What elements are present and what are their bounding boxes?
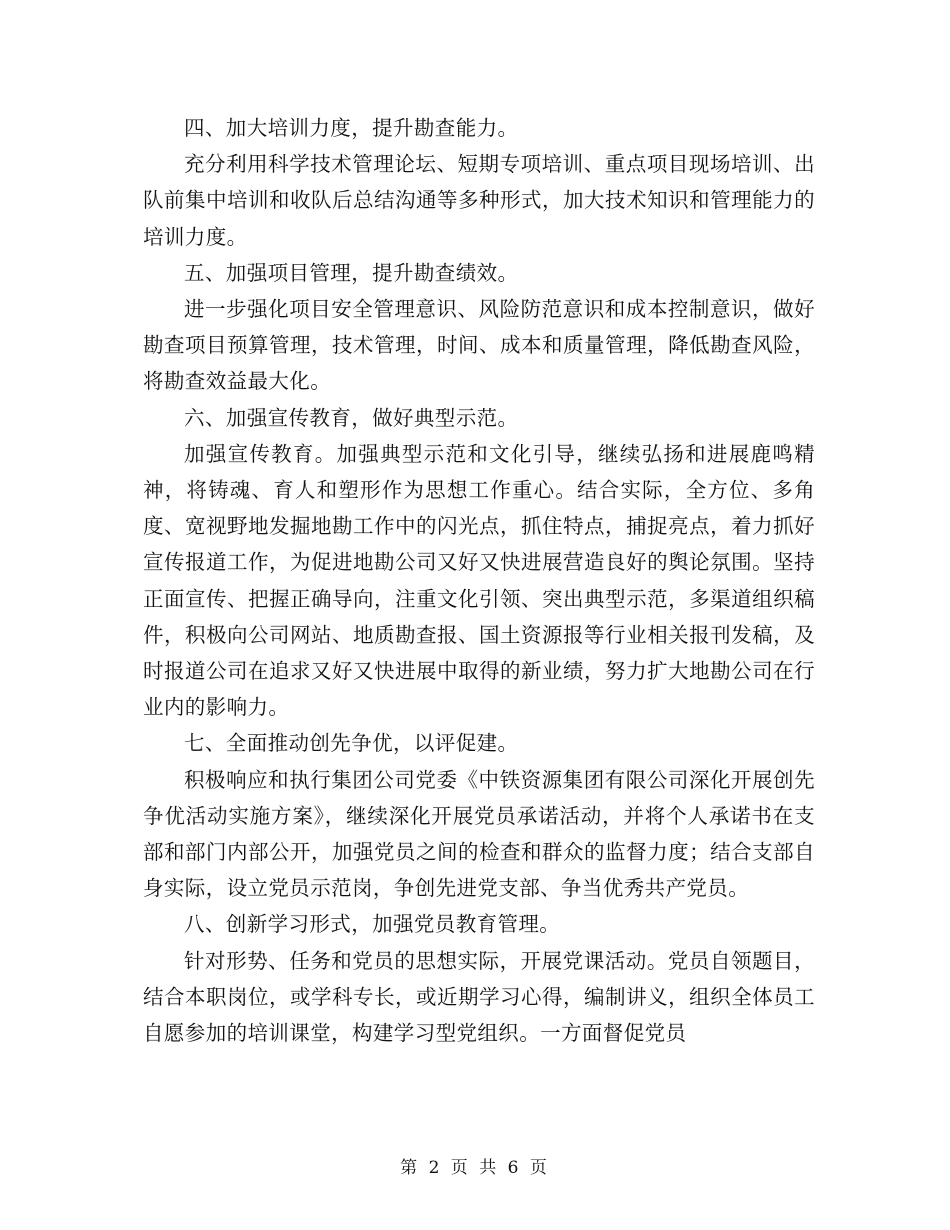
- section-heading-6: 六、加强宣传教育，做好典型示范。: [184, 405, 519, 430]
- page-number-footer: 第 2 页 共 6 页: [400, 1158, 550, 1178]
- paragraph-excellence: 积极响应和执行集团公司党委《中铁资源集团有限公司深化开展创先争优活动实施方案》，继续深化开展党员承诺活动，并将个人承诺书在支部和部门内部公开，加强党员之间的检查和群众的监督力度；结合支部自身实际，设立党员示范岗，争创先进党支部、争当优秀共产党员。: [143, 767, 815, 901]
- paragraph-publicity: 加强宣传教育。加强典型示范和文化引导，继续弘扬和进展鹿鸣精神，将铸魂、育人和塑形作为思想工作重心。结合实际，全方位、多角度、宽视野地发掘地勘工作中的闪光点，抓住特点，捕捉亮点，着力抓好宣传报道工作，为促进地勘公司又好又快进展营造良好的舆论氛围。坚持正面宣传、把握正确导向，注重文化引领、突出典型示范，多渠道组织稿件，积极向公司网站、地质勘查报、国土资源报等行业相关报刊发稿，及时报道公司在追求又好又快进展中取得的新业绩，努力扩大地勘公司在行业内的影响力。: [143, 441, 815, 720]
- paragraph-project-management: 进一步强化项目安全管理意识、风险防范意识和成本控制意识，做好勘查项目预算管理，技术管理，时间、成本和质量管理，降低勘查风险，将勘查效益最大化。: [143, 297, 815, 394]
- paragraph-training: 充分利用科学技术管理论坛、短期专项培训、重点项目现场培训、出队前集中培训和收队后总结沟通等多种形式，加大技术知识和管理能力的培训力度。: [143, 152, 815, 249]
- document-body: [143, 110, 815, 1051]
- section-heading-7: 七、全面推动创先争优，以评促建。: [184, 731, 519, 756]
- paragraph-learning: 针对形势、任务和党员的思想实际，开展党课活动。党员自领题目，结合本职岗位，或学科专长，或近期学习心得，编制讲义，组织全体员工自愿参加的培训课堂，构建学习型党组织。一方面督促党员: [143, 948, 815, 1046]
- section-heading-4: 四、加大培训力度，提升勘查能力。: [184, 116, 519, 140]
- section-heading-5: 五、加强项目管理，提升勘查绩效。: [184, 260, 519, 285]
- section-heading-8: 八、创新学习形式，加强党员教育管理。: [184, 912, 561, 937]
